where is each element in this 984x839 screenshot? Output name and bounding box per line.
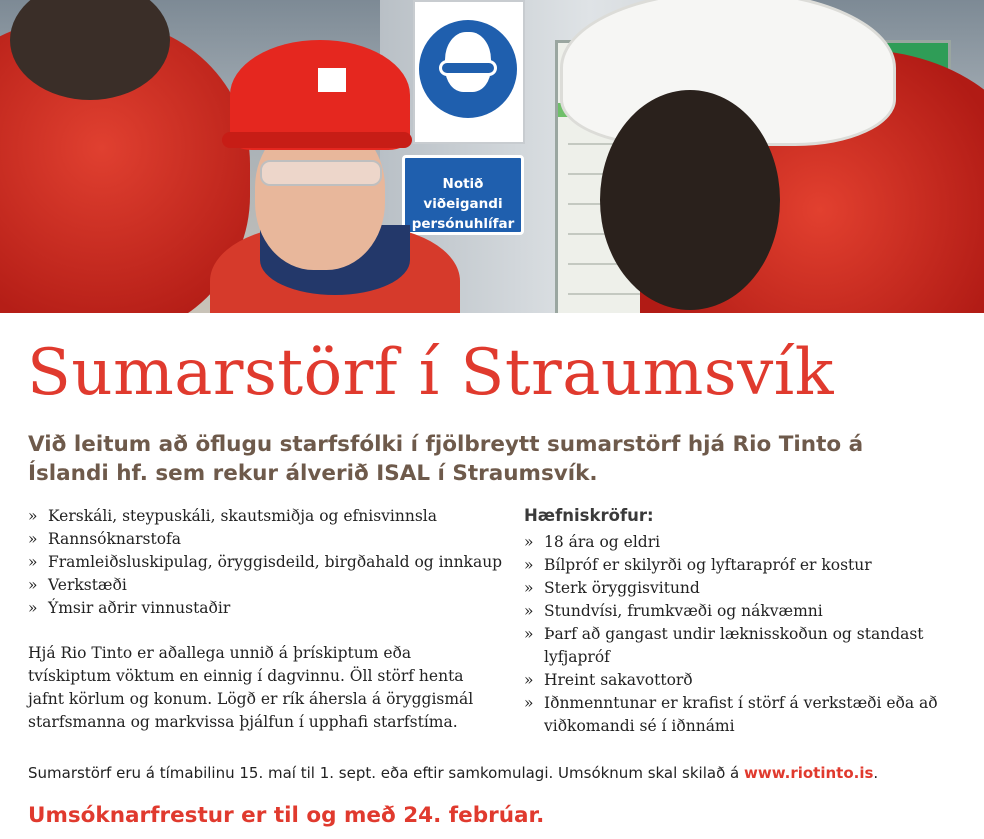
riotinto-link[interactable]: www.riotinto.is xyxy=(744,764,874,782)
list-item: » Iðnmenntunar er krafist í störf á verkstæði eða að viðkomandi sé í iðnnámi xyxy=(524,694,938,735)
lead-text: Við leitum að öflugu starfsfólki í fjölbreytt sumarstörf hjá Rio Tinto á Íslandi hf. sem rekur álverið ISAL í Straumsvík. xyxy=(28,432,864,486)
bullet-icon: » xyxy=(28,576,38,594)
bullet-icon: » xyxy=(28,599,38,617)
bullet-icon: » xyxy=(524,556,534,574)
bullet-icon: » xyxy=(524,579,534,597)
list-item: » Þarf að gangast undir læknisskoðun og standast lyfjapróf xyxy=(524,625,924,666)
list-item: » Verkstæði xyxy=(28,574,508,597)
list-item: » Rannsóknarstofa xyxy=(28,528,508,551)
body-paragraph: Hjá Rio Tinto er aðallega unnið á þrískiptum eða tvískiptum vöktum en einnig í dagvinnu. Öll störf henta jafnt körlum og konum. Lögð er rík áhersla á öryggismál starfsmanna og markvissa þjálfun í upphafi starfstíma. xyxy=(28,644,474,731)
worker-right-head xyxy=(600,90,780,310)
period-text: Sumarstörf eru á tímabilinu 15. maí til 1. sept. eða eftir samkomulagi. Umsóknum skal skilað á www.riotinto.is. xyxy=(28,764,879,782)
bullet-icon: » xyxy=(524,602,534,620)
hero-photo xyxy=(0,0,984,313)
worker-right xyxy=(640,50,984,313)
requirements-heading: Hæfniskröfur: xyxy=(524,506,654,525)
list-item: » Stundvísi, frumkvæði og nákvæmni xyxy=(524,600,954,623)
list-item: » Framleiðsluskipulag, öryggisdeild, birgðahald og innkaup xyxy=(28,551,508,574)
list-item: » 18 ára og eldri xyxy=(524,531,954,554)
goggles-icon xyxy=(439,60,497,76)
worker-left-head xyxy=(10,0,170,100)
list-item: » Kerskáli, steypuskáli, skautsmiðja og efnisvinnsla xyxy=(28,505,508,528)
bullet-icon: » xyxy=(28,507,38,525)
hard-hat-brim xyxy=(222,132,412,148)
list-item: » Hreint sakavottorð xyxy=(524,669,954,692)
bullet-icon: » xyxy=(524,671,534,689)
bullet-icon: » xyxy=(524,533,534,551)
bullet-icon: » xyxy=(28,553,38,571)
list-item: » Sterk öryggisvitund xyxy=(524,577,954,600)
safety-sign-goggles xyxy=(413,0,525,144)
sign-text-line1: Notið viðeigandi xyxy=(423,176,503,212)
deadline-text: Umsóknarfrestur er til og með 24. febrúar. xyxy=(28,803,545,828)
list-item: » Bílpróf er skilyrði og lyftarapróf er kostur xyxy=(524,554,954,577)
hard-hat-badge xyxy=(318,68,346,92)
workplaces-list xyxy=(28,505,508,620)
list-item: » Ýmsir aðrir vinnustaðir xyxy=(28,597,508,620)
worker-speaker xyxy=(230,40,420,313)
bullet-icon: » xyxy=(524,694,534,712)
sign-text-line2: persónuhlífar xyxy=(411,216,515,232)
safety-glasses xyxy=(260,160,382,186)
bullet-icon: » xyxy=(28,530,38,548)
safety-sign-text xyxy=(402,155,524,235)
requirements-list xyxy=(524,531,954,738)
page-title: Sumarstörf í Straumsvík xyxy=(27,336,834,410)
bullet-icon: » xyxy=(524,625,534,643)
